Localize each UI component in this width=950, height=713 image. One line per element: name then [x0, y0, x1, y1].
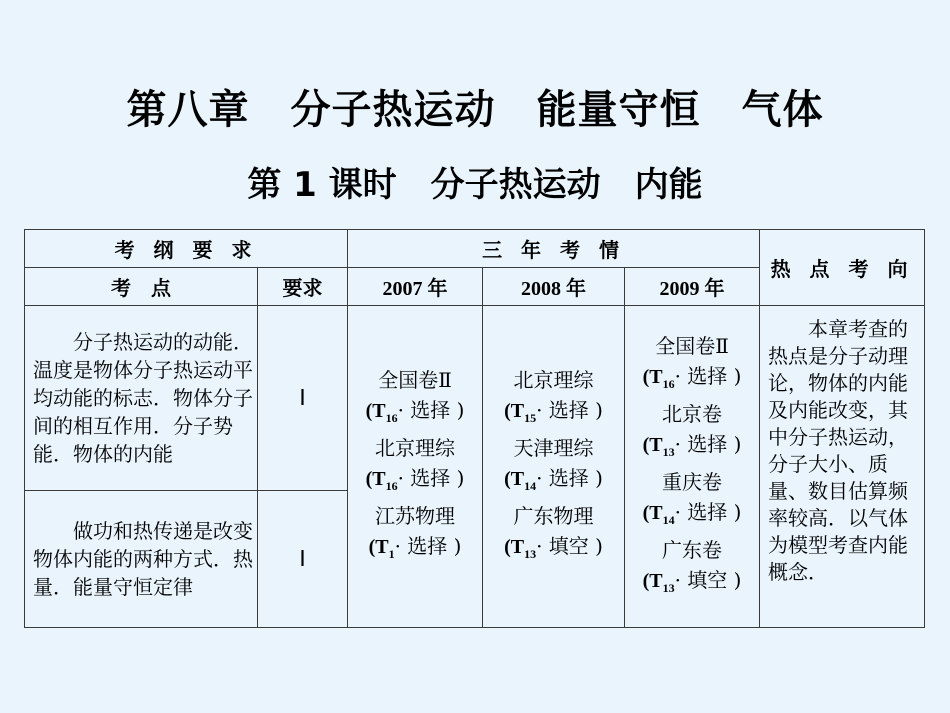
- header-year-2007: 2007 年: [348, 268, 483, 306]
- exam-2008-cell: [483, 306, 625, 628]
- exam-source: 重庆卷: [662, 469, 723, 494]
- point-cell: 分子热运动的动能．温度是物体分子热运动平均动能的标志．物体分子间的相互作用．分子势能．物体的内能: [25, 306, 258, 491]
- question-code: ($T_{14}\cdot$ 选择 ): [642, 499, 742, 527]
- header-year-2009: 2009 年: [625, 268, 760, 306]
- question-code: ($T_{13}\cdot$ 填空 ): [642, 567, 742, 595]
- exam-source: 北京理综: [513, 367, 594, 392]
- requirement-cell: Ⅰ: [258, 306, 348, 491]
- header-requirement: 要求: [258, 268, 348, 306]
- exam-source: 北京理综: [375, 435, 456, 460]
- exam-source: 江苏物理: [375, 503, 456, 528]
- exam-source: 全国卷Ⅱ: [655, 333, 729, 358]
- exam-2007-cell: [348, 306, 483, 628]
- header-hot-topics: 热 点 考 向: [760, 230, 925, 306]
- exam-source: 北京卷: [662, 401, 723, 426]
- header-point: 考 点: [25, 268, 258, 306]
- question-code: ($T_{16}\cdot$ 选择 ): [642, 363, 742, 391]
- requirement-cell: Ⅰ: [258, 491, 348, 628]
- exam-source: 广东物理: [513, 503, 594, 528]
- exam-source: 广东卷: [662, 537, 723, 562]
- header-year-2008: 2008 年: [483, 268, 625, 306]
- exam-source: 天津理综: [513, 435, 594, 460]
- syllabus-table: [24, 229, 925, 628]
- header-three-years: 三 年 考 情: [348, 230, 760, 268]
- question-code: ($T_{16}\cdot$ 选择 ): [365, 397, 465, 425]
- hot-topics-cell: 本章考查的热点是分子动理论，物体的内能及内能改变，其中分子热运动，分子大小、质量、数目估算频率较高．以气体为模型考查内能概念．: [760, 306, 925, 628]
- question-code: ($T_{13}\cdot$ 填空 ): [504, 533, 603, 561]
- exam-2009-cell: [625, 306, 760, 628]
- point-cell: 做功和热传递是改变物体内能的两种方式．热量．能量守恒定律: [25, 491, 258, 628]
- question-code: ($T_{16}\cdot$ 选择 ): [365, 465, 465, 493]
- lesson-subtitle: 第 1 课时 分子热运动 内能: [247, 165, 703, 205]
- exam-source: 全国卷Ⅱ: [378, 367, 452, 392]
- question-code: ($T_{13}\cdot$ 选择 ): [642, 431, 742, 459]
- question-code: ($T_{14}\cdot$ 选择 ): [504, 465, 603, 493]
- question-code: ($T_1\cdot$ 选择 ): [368, 533, 462, 561]
- header-exam-outline: 考 纲 要 求: [25, 230, 348, 268]
- question-code: ($T_{15}\cdot$ 选择 ): [504, 397, 603, 425]
- chapter-title: 第八章 分子热运动 能量守恒 气体: [126, 87, 824, 133]
